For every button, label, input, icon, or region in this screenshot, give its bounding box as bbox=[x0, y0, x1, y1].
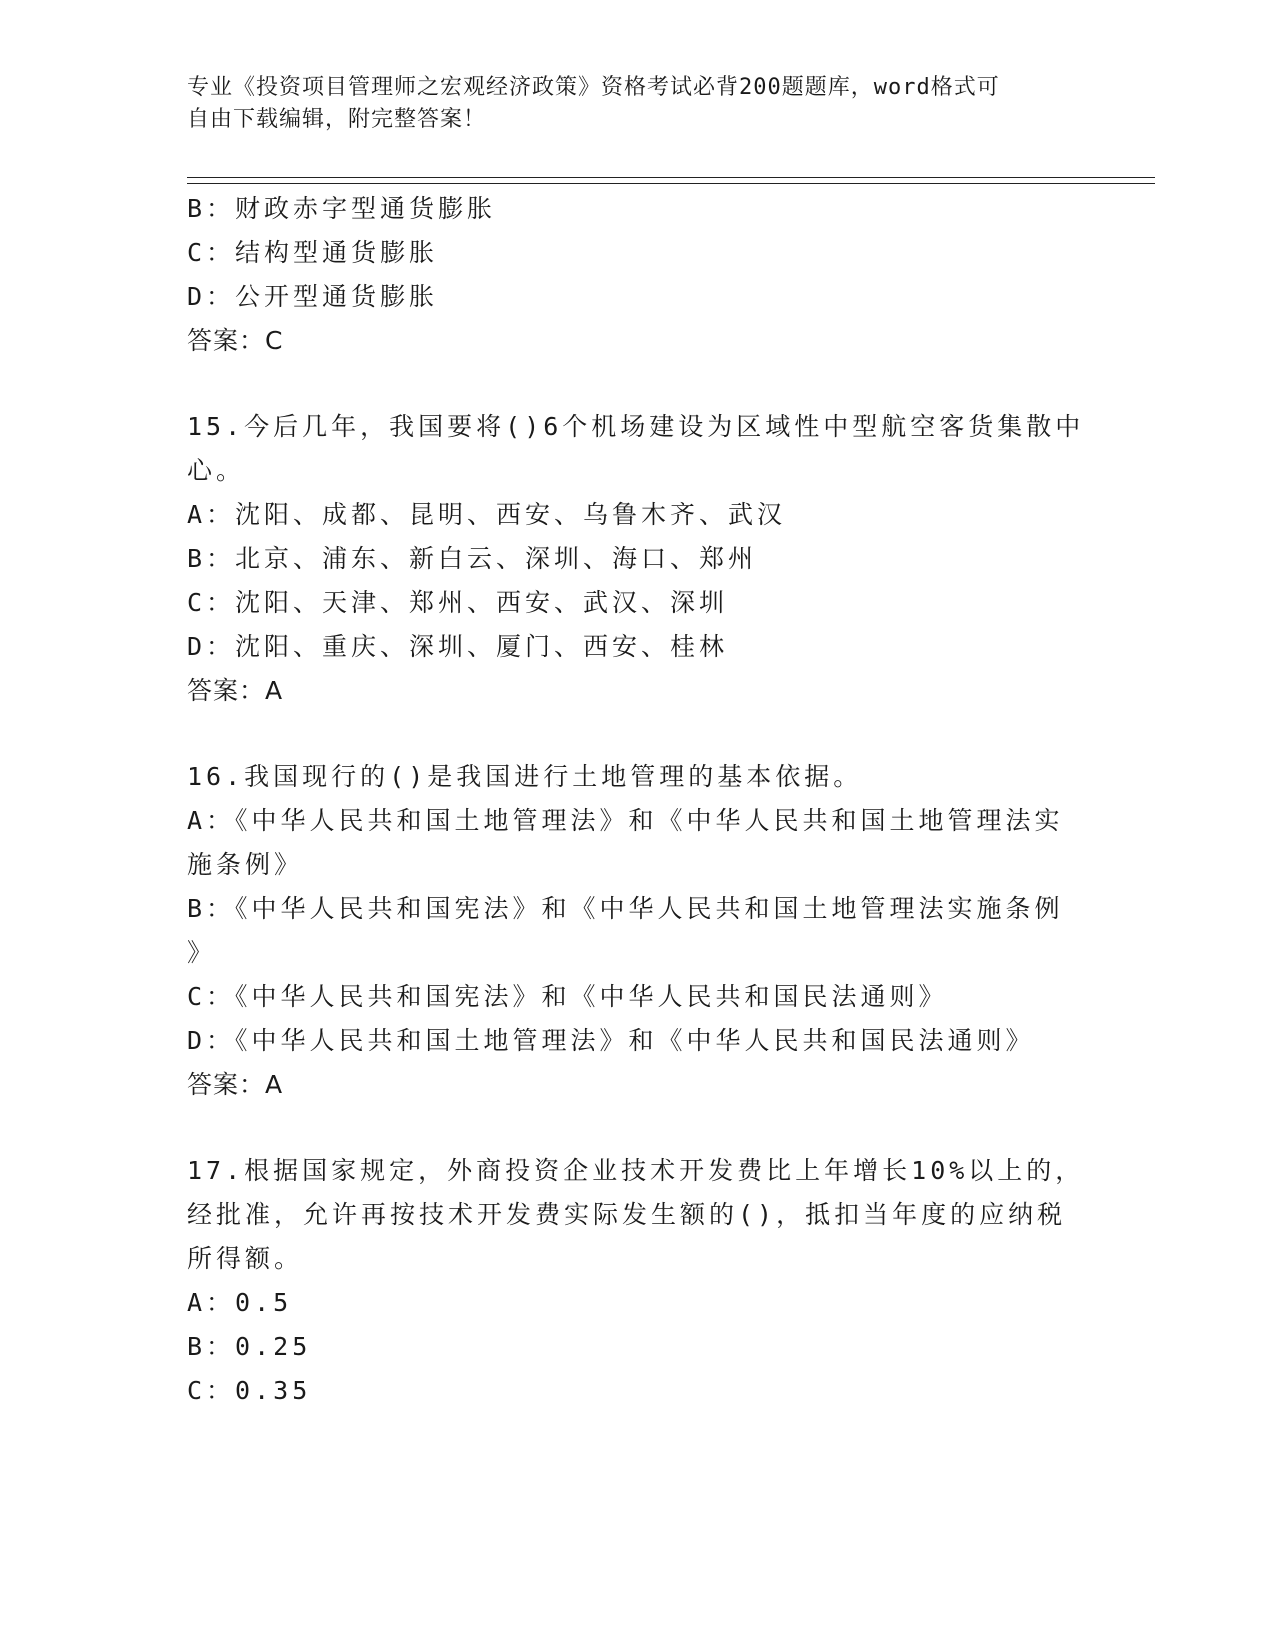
q14-option-b: B：财政赤字型通货膨胀 bbox=[187, 194, 497, 223]
q17-stem-line-3: 所得额。 bbox=[187, 1244, 304, 1273]
q16-option-b-line-2: 》 bbox=[187, 938, 217, 967]
q16-option-a-line-2: 施条例》 bbox=[187, 850, 304, 879]
q15-stem-line-2: 心。 bbox=[187, 456, 246, 485]
header-rule-bottom bbox=[187, 183, 1155, 184]
q17-option-b: B：0.25 bbox=[187, 1332, 312, 1361]
q16-answer: 答案：A bbox=[187, 1070, 284, 1099]
q16-option-d: D：《中华人民共和国土地管理法》和《中华人民共和国民法通则》 bbox=[187, 1026, 1035, 1055]
q15-stem-line-1: 15.今后几年，我国要将()6个机场建设为区域性中型航空客货集散中 bbox=[187, 412, 1085, 441]
q17-option-a: A：0.5 bbox=[187, 1288, 293, 1317]
header-line-1: 专业《投资项目管理师之宏观经济政策》资格考试必背200题题库，word格式可 bbox=[187, 75, 1000, 100]
q17-stem-line-1: 17.根据国家规定，外商投资企业技术开发费比上年增长10%以上的， bbox=[187, 1156, 1085, 1185]
header-line-2: 自由下载编辑，附完整答案！ bbox=[187, 107, 487, 132]
header-rule-top bbox=[187, 177, 1155, 178]
q15-option-d: D：沈阳、重庆、深圳、厦门、西安、桂林 bbox=[187, 632, 729, 661]
q14-answer: 答案：C bbox=[187, 326, 284, 355]
q17-option-c: C：0.35 bbox=[187, 1376, 312, 1405]
q15-option-b: B：北京、浦东、新白云、深圳、海口、郑州 bbox=[187, 544, 758, 573]
q16-option-c: C：《中华人民共和国宪法》和《中华人民共和国民法通则》 bbox=[187, 982, 948, 1011]
q15-option-a: A：沈阳、成都、昆明、西安、乌鲁木齐、武汉 bbox=[187, 500, 787, 529]
q17-stem-line-2: 经批准，允许再按技术开发费实际发生额的()，抵扣当年度的应纳税 bbox=[187, 1200, 1067, 1229]
q15-option-c: C：沈阳、天津、郑州、西安、武汉、深圳 bbox=[187, 588, 729, 617]
q14-option-c: C：结构型通货膨胀 bbox=[187, 238, 439, 267]
q16-option-b-line-1: B：《中华人民共和国宪法》和《中华人民共和国土地管理法实施条例 bbox=[187, 894, 1064, 923]
document-header bbox=[187, 72, 1067, 136]
q16-option-a-line-1: A：《中华人民共和国土地管理法》和《中华人民共和国土地管理法实 bbox=[187, 806, 1064, 835]
q16-stem: 16.我国现行的()是我国进行土地管理的基本依据。 bbox=[187, 762, 863, 791]
q14-option-d: D：公开型通货膨胀 bbox=[187, 282, 439, 311]
q15-answer: 答案：A bbox=[187, 676, 284, 705]
